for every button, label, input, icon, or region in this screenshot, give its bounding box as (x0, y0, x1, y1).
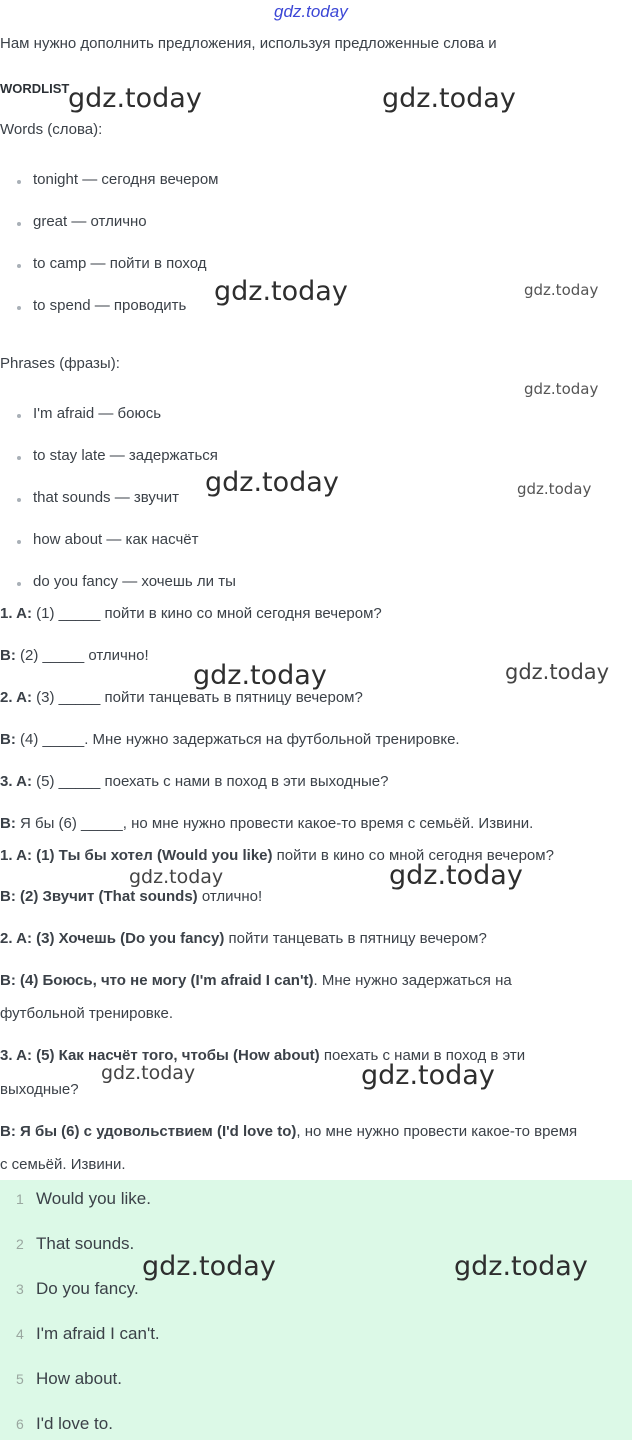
solution-bold: B: Я бы (6) с удовольствием (I'd love to) (0, 1123, 297, 1140)
task-text: (5) _____ поехать с нами в поход в эти выходные? (31, 773, 389, 790)
list-item: great — отлично (33, 213, 147, 230)
bullet-icon (17, 180, 21, 184)
answers-box (0, 1180, 632, 1440)
bullet-icon (17, 498, 21, 502)
solution-line-cont: с семьёй. Извини. (0, 1156, 126, 1173)
answer-number: 3 (16, 1281, 24, 1297)
list-item: to camp — пойти в поход (33, 255, 207, 272)
watermark: gdz.today (101, 1062, 196, 1084)
solution-line (0, 1123, 577, 1140)
answer-text: How about. (36, 1369, 122, 1388)
answer-number: 6 (16, 1416, 24, 1432)
list-item: how about — как насчёт (33, 531, 199, 548)
answer-number: 5 (16, 1371, 24, 1387)
answer-text: I'd love to. (36, 1414, 113, 1433)
watermark: gdz.today (517, 480, 592, 498)
solution-line (0, 972, 512, 989)
watermark: gdz.today (389, 860, 523, 891)
list-item: that sounds — звучит (33, 489, 179, 506)
solution-text: отлично! (197, 888, 263, 905)
task-line (0, 731, 460, 748)
task-text: (2) _____ отлично! (15, 647, 149, 664)
task-speaker: 1. A: (0, 605, 32, 622)
list-item: do you fancy — хочешь ли ты (33, 573, 236, 590)
watermark: gdz.today (505, 660, 610, 684)
answer-number: 4 (16, 1326, 24, 1342)
solution-text: пойти танцевать в пятницу вечером? (224, 930, 487, 947)
solution-bold: 1. A: (1) Ты бы хотел (Would you like) (0, 847, 273, 864)
solution-line-cont: выходные? (0, 1081, 79, 1098)
intro-text: Нам нужно дополнить предложения, используя предложенные слова и (0, 35, 497, 52)
watermark: gdz.today (193, 660, 327, 691)
task-speaker: B: (0, 647, 16, 664)
bullet-icon (17, 264, 21, 268)
task-text: (3) _____ пойти танцевать в пятницу вечером? (31, 689, 363, 706)
watermark: gdz.today (68, 83, 202, 114)
solution-text: . Мне нужно задержаться на (313, 972, 512, 989)
solution-line-cont: футбольной тренировке. (0, 1005, 173, 1022)
task-text: Я бы (6) _____, но мне нужно провести какое-то время с семьёй. Извини. (15, 815, 534, 832)
watermark: gdz.today (382, 83, 516, 114)
task-speaker: B: (0, 731, 16, 748)
task-speaker: B: (0, 815, 16, 832)
watermark: gdz.today (214, 276, 348, 307)
header-logo[interactable]: gdz.today (274, 2, 348, 21)
bullet-icon (17, 456, 21, 460)
watermark: gdz.today (524, 281, 599, 299)
answer-text: Would you like. (36, 1189, 151, 1208)
bullet-icon (17, 222, 21, 226)
watermark: gdz.today (361, 1060, 495, 1091)
solution-text: , но мне нужно провести какое-то время (296, 1123, 578, 1140)
solution-bold: 3. A: (5) Как насчёт того, чтобы (How about) (0, 1047, 320, 1064)
bullet-icon (17, 306, 21, 310)
task-line (0, 689, 363, 706)
answer-number: 2 (16, 1236, 24, 1252)
task-speaker: 3. A: (0, 773, 32, 790)
solution-text: пойти в кино со мной сегодня вечером? (272, 847, 554, 864)
solution-line (0, 888, 262, 905)
list-item: to spend — проводить (33, 297, 187, 314)
answer-text: That sounds. (36, 1234, 135, 1253)
watermark: gdz.today (205, 467, 339, 498)
watermark: gdz.today (454, 1251, 588, 1282)
answer-text: Do you fancy. (36, 1279, 139, 1298)
watermark: gdz.today (142, 1251, 276, 1282)
task-line (0, 773, 389, 790)
watermark: gdz.today (129, 866, 224, 888)
bullet-icon (17, 540, 21, 544)
answer-text: I'm afraid I can't. (36, 1324, 160, 1343)
task-line (0, 647, 149, 664)
list-item: tonight — сегодня вечером (33, 171, 219, 188)
answer-number: 1 (16, 1191, 24, 1207)
task-text: (1) _____ пойти в кино со мной сегодня вечером? (31, 605, 382, 622)
solution-bold: B: (4) Боюсь, что не могу (I'm afraid I can't) (0, 972, 314, 989)
wordlist-label: WORDLIST (0, 81, 70, 96)
solution-line (0, 930, 487, 947)
task-line (0, 815, 533, 832)
solution-bold: 2. A: (3) Хочешь (Do you fancy) (0, 930, 225, 947)
words-heading: Words (слова): (0, 121, 103, 138)
bullet-icon (17, 582, 21, 586)
task-line (0, 605, 382, 622)
list-item: to stay late — задержаться (33, 447, 218, 464)
task-text: (4) _____. Мне нужно задержаться на футбольной тренировке. (15, 731, 460, 748)
solution-bold: B: (2) Звучит (That sounds) (0, 888, 198, 905)
phrases-heading: Phrases (фразы): (0, 355, 120, 372)
bullet-icon (17, 414, 21, 418)
watermark: gdz.today (524, 380, 599, 398)
task-speaker: 2. A: (0, 689, 32, 706)
solution-text: поехать с нами в поход в эти (319, 1047, 526, 1064)
list-item: I'm afraid — боюсь (33, 405, 162, 422)
